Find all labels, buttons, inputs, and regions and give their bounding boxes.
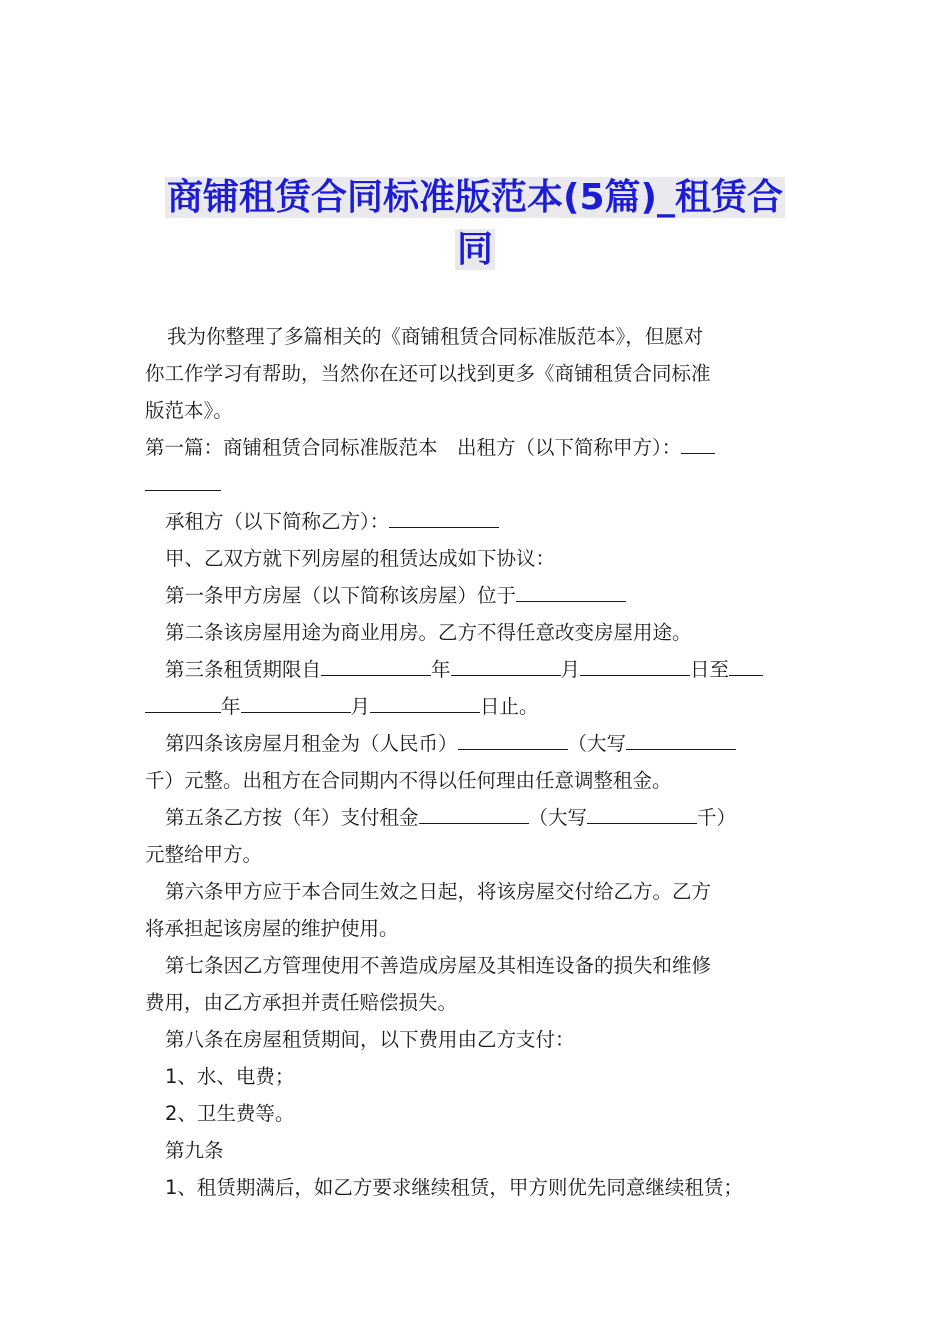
- lessee-label: 承租方（以下简称乙方）：: [165, 510, 390, 533]
- document-body: [145, 318, 810, 1206]
- intro-line-3: 版范本》。: [145, 399, 233, 422]
- article-7-line-1: 第七条因乙方管理使用不善造成房屋及其相连设备的损失和维修: [165, 954, 712, 977]
- start-month-blank: [451, 653, 561, 676]
- title-line-1: 商铺租赁合同标准版范本(5篇)_租赁合: [167, 177, 783, 218]
- thousand-label: 千）: [697, 806, 737, 829]
- article-8-item-2: 2、卫生费等。: [165, 1102, 295, 1125]
- article-5-text: 第五条乙方按（年）支付租金: [165, 806, 419, 829]
- article-6-line-2: 将承担起该房屋的维护使用。: [145, 917, 399, 940]
- article-8: 第八条在房屋租赁期间，以下费用由乙方支付：: [165, 1028, 575, 1051]
- intro-line-1: 我为你整理了多篇相关的《商铺租赁合同标准版范本》，但愿对: [167, 325, 704, 348]
- article-5-line-1: [145, 799, 810, 836]
- article-5-line-2: 元整给甲方。: [145, 843, 263, 866]
- uppercase-label: （大写: [567, 732, 627, 755]
- article-6-line-1: 第六条甲方应于本合同生效之日起，将该房屋交付给乙方。乙方: [165, 880, 712, 903]
- article-9-item-1: 1、租赁期满后，如乙方要求继续租赁，甲方则优先同意继续租赁；: [165, 1176, 743, 1199]
- location-blank: [516, 579, 626, 602]
- year-label: 年: [431, 658, 451, 681]
- payment-blank: [419, 801, 529, 824]
- lessor-blank-line: [145, 466, 810, 503]
- rent-blank: [458, 727, 568, 750]
- end-year-blank-a: [729, 653, 763, 676]
- end-label: 日止。: [480, 695, 539, 718]
- article-2: 第二条该房屋用途为商业用房。乙方不得任意改变房屋用途。: [165, 621, 692, 644]
- month-label-2: 月: [350, 695, 371, 718]
- rent-uppercase-blank: [626, 727, 736, 750]
- start-year-blank: [321, 653, 431, 676]
- end-month-blank: [241, 690, 351, 713]
- year-label-2: 年: [221, 695, 241, 718]
- lessor-blank-a: [681, 431, 715, 454]
- article-4-line-1: [145, 725, 810, 762]
- lessee-blank: [389, 505, 499, 528]
- chapter-heading-line: [145, 429, 810, 466]
- article-3-line-1: [145, 651, 810, 688]
- article-1-text: 第一条甲方房屋（以下简称该房屋）位于: [165, 584, 517, 607]
- title-line-2: 同: [456, 229, 493, 270]
- uppercase-label-2: （大写: [528, 806, 588, 829]
- article-4-text: 第四条该房屋月租金为（人民币）: [165, 732, 458, 755]
- article-1: [145, 577, 810, 614]
- lessor-blank-b: [145, 468, 221, 491]
- lessee-line: [145, 503, 810, 540]
- chapter-heading: 第一篇：商铺租赁合同标准版范本 出租方（以下简称甲方）：: [145, 436, 682, 459]
- article-3-text: 第三条租赁期限自: [165, 658, 322, 681]
- end-year-blank-b: [145, 690, 221, 713]
- start-day-blank: [580, 653, 690, 676]
- intro-line-2: 你工作学习有帮助，当然你在还可以找到更多《商铺租赁合同标准: [145, 362, 711, 385]
- agreement-line: 甲、乙双方就下列房屋的租赁达成如下协议：: [165, 547, 556, 570]
- article-7-line-2: 费用，由乙方承担并责任赔偿损失。: [145, 991, 458, 1014]
- end-day-blank: [370, 690, 480, 713]
- article-4-line-2: 千）元整。出租方在合同期内不得以任何理由任意调整租金。: [145, 769, 672, 792]
- document-title: [140, 172, 810, 276]
- article-8-item-1: 1、水、电费；: [165, 1065, 295, 1088]
- day-to-label: 日至: [690, 658, 730, 681]
- article-3-line-2: [145, 688, 810, 725]
- article-9: 第九条: [165, 1139, 224, 1162]
- payment-uppercase-blank: [587, 801, 697, 824]
- month-label: 月: [560, 658, 581, 681]
